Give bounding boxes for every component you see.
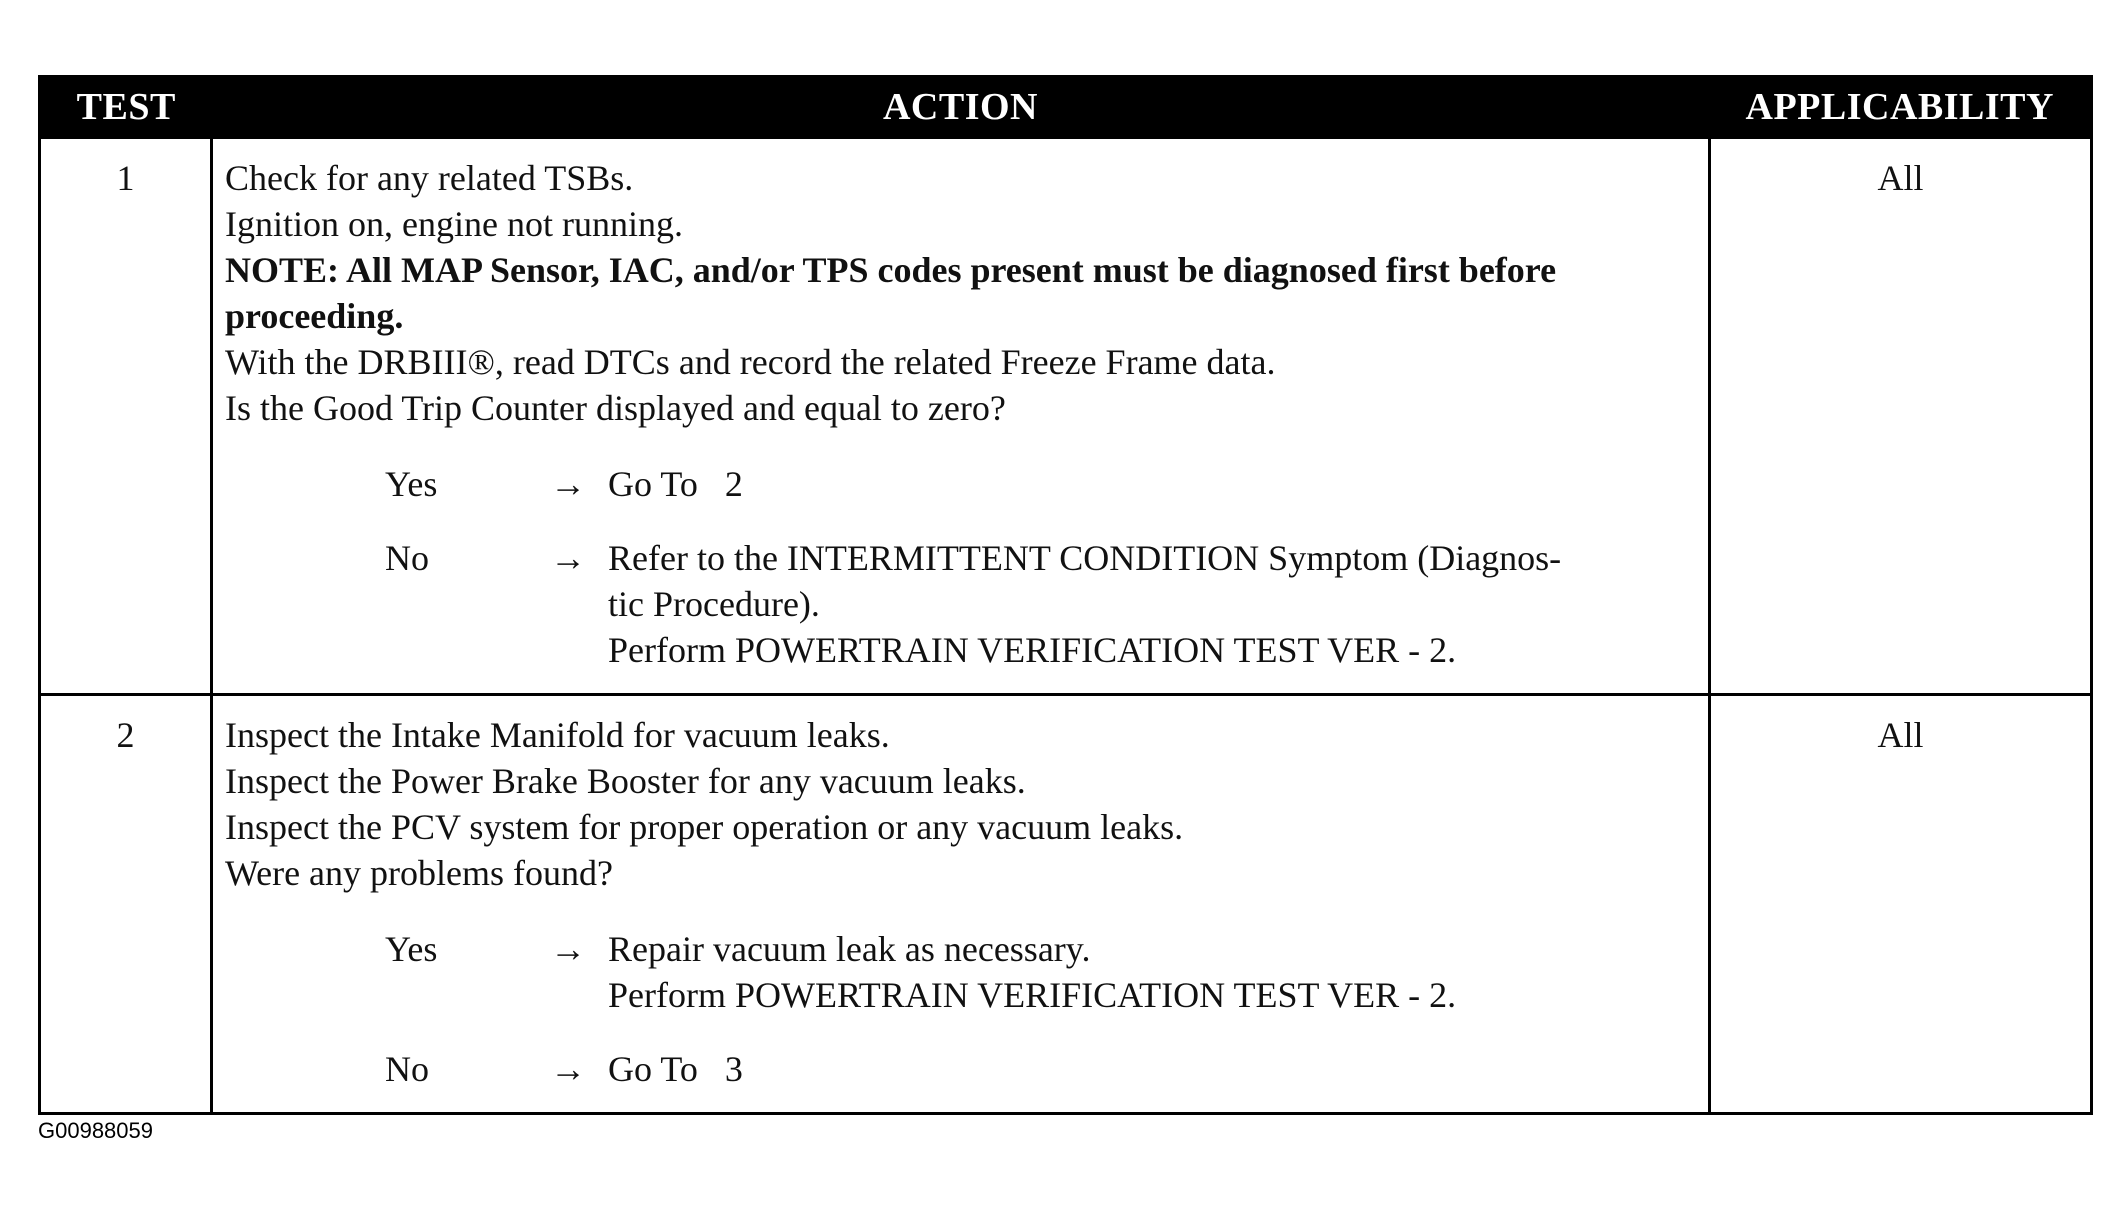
- arrow-icon: →: [550, 538, 586, 578]
- yes-label: Yes: [385, 464, 438, 504]
- action-question: Were any problems found?: [225, 853, 613, 893]
- action-line: Check for any related TSBs.: [225, 158, 634, 198]
- applicability-value: All: [1710, 138, 2092, 695]
- header-applicability: APPLICABILITY: [1710, 77, 2092, 138]
- no-branch: [385, 1046, 1696, 1092]
- action-cell: [212, 138, 1710, 695]
- table-header-row: [40, 77, 2092, 138]
- table-row: [40, 695, 2092, 1114]
- action-line: Inspect the PCV system for proper operation or any vacuum leaks.: [225, 807, 1184, 847]
- action-line: Inspect the Intake Manifold for vacuum leaks.: [225, 715, 890, 755]
- diagnostic-page: [38, 75, 2090, 1115]
- result-line: Go To 2: [608, 464, 743, 504]
- yes-branch: [385, 926, 1696, 1018]
- action-line: Inspect the Power Brake Booster for any vacuum leaks.: [225, 761, 1026, 801]
- yes-label: Yes: [385, 929, 438, 969]
- action-line: Ignition on, engine not running.: [225, 204, 683, 244]
- header-test: TEST: [40, 77, 212, 138]
- no-label: No: [385, 538, 429, 578]
- table-row: [40, 138, 2092, 695]
- result-line: Refer to the INTERMITTENT CONDITION Symptom (Diagnos-: [608, 538, 1562, 578]
- yes-result: [608, 926, 1696, 1018]
- action-line: With the DRBIII®, read DTCs and record the related Freeze Frame data.: [225, 342, 1276, 382]
- no-result: [608, 535, 1696, 673]
- result-line: Go To 3: [608, 1049, 743, 1089]
- arrow-icon: →: [550, 464, 586, 504]
- no-branch: [385, 535, 1696, 673]
- test-number: 1: [40, 138, 212, 695]
- result-line: Repair vacuum leak as necessary.: [608, 929, 1091, 969]
- test-number: 2: [40, 695, 212, 1114]
- result-line: Perform POWERTRAIN VERIFICATION TEST VER - 2.: [608, 975, 1457, 1015]
- diagnostic-table: [38, 75, 2093, 1115]
- action-cell: [212, 695, 1710, 1114]
- figure-code: G00988059: [38, 1118, 153, 1143]
- applicability-value: All: [1710, 695, 2092, 1114]
- arrow-icon: →: [550, 1049, 586, 1089]
- yes-branch: [385, 461, 1696, 507]
- no-label: No: [385, 1049, 429, 1089]
- no-result: [608, 1046, 1696, 1092]
- header-action: ACTION: [212, 77, 1710, 138]
- result-line: tic Procedure).: [608, 584, 820, 624]
- result-line: Perform POWERTRAIN VERIFICATION TEST VER - 2.: [608, 630, 1457, 670]
- action-question: Is the Good Trip Counter displayed and equal to zero?: [225, 388, 1006, 428]
- action-note: NOTE: All MAP Sensor, IAC, and/or TPS codes present must be diagnosed first before proceeding.: [225, 250, 1557, 336]
- arrow-icon: →: [550, 929, 586, 969]
- yes-result: [608, 461, 1696, 507]
